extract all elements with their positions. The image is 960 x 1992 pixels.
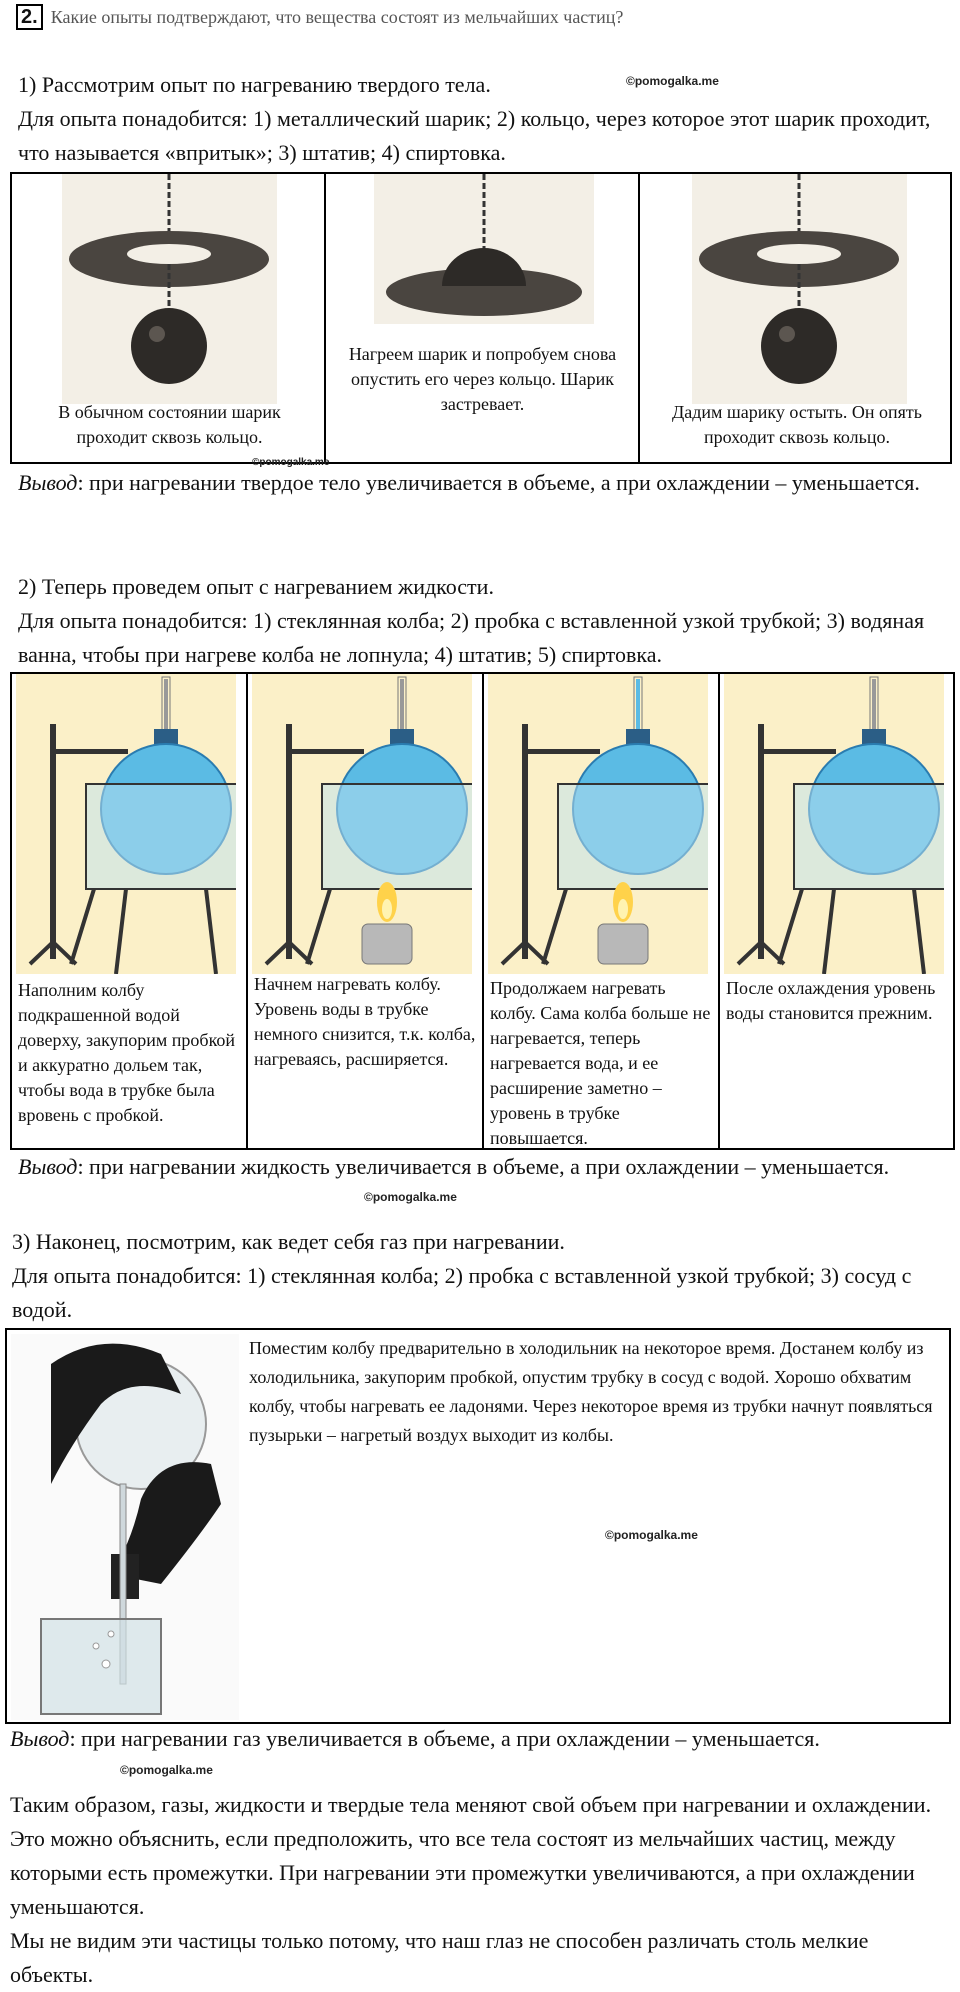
summary-text-2: Мы не видим эти частицы только потому, что наш глаз не способен различать столь мелкие объекты. [10,1928,869,1987]
watermark: ©pomogalka.me [252,457,330,468]
exp2-equipment: Для опыта понадобится: 1) стеклянная колба; 2) пробка с вставленной узкой трубкой; 3) водяная ванна, чтобы при нагреве колба не лопнула; 4) штатив; 5) спиртовка. [18,608,925,667]
conclusion-text: : при нагревании газ увеличивается в объеме, а при охлаждении – уменьшается. [69,1726,820,1751]
exp2-heading: 2) Теперь проведем опыт с нагреванием жидкости. [18,574,494,599]
flask-image-3 [488,674,708,974]
question-number: 2. [16,4,43,30]
watermark: ©pomogalka.me [364,1190,457,1204]
exp3-conclusion [10,1722,955,1756]
exp3-equipment: Для опыта понадобится: 1) стеклянная колба; 2) пробка с вставленной узкой трубкой; 3) сосуд с водой. [12,1263,912,1322]
exp2-caption-1: Наполним колбу подкрашенной водой доверху, закупорим пробкой и аккуратно дольем так, чтобы вода в трубке была вровень с пробкой. [18,980,236,1125]
exp2-conclusion [18,1150,948,1184]
watermark: ©pomogalka.me [626,74,719,88]
ball-ring-image-2 [374,174,594,324]
conclusion-label: Вывод [18,470,78,495]
ball-ring-image-1 [62,174,277,404]
question-header [16,4,946,32]
flask-image-1 [16,674,236,974]
flask-image-2 [252,674,472,974]
exp1-heading: 1) Рассмотрим опыт по нагреванию твердого тела. [18,72,491,97]
watermark: ©pomogalka.me [605,1528,698,1542]
exp1-equipment: Для опыта понадобится: 1) металлический шарик; 2) кольцо, через которое этот шарик проходит, что называется «впритык»; 3) штатив; 4) спиртовка. [18,106,931,165]
exp3-description: Поместим колбу предварительно в холодильник на некоторое время. Достанем колбу из холодильника, закупорим пробкой, опустим трубку в сосуд с водой. Хорошо обхватим колбу, чтобы нагревать ее ладонями. Через некоторое время из трубки начнут появляться пузырьки – нагретый воздух выходит из колбы. [249,1338,933,1445]
conclusion-text: : при нагревании жидкость увеличивается в объеме, а при охлаждении – уменьшается. [77,1154,890,1179]
conclusion-label: Вывод [10,1726,70,1751]
exp3-heading: 3) Наконец, посмотрим, как ведет себя газ при нагревании. [12,1229,565,1254]
conclusion-label: Вывод [18,1154,78,1179]
exp1-conclusion [18,466,948,500]
exp2-caption-2: Начнем нагревать колбу. Уровень воды в трубке немного снизится, т.к. колба, нагреваясь, расширяется. [254,974,476,1069]
watermark: ©pomogalka.me [120,1763,213,1777]
question-text: Какие опыты подтверждают, что вещества состоят из мельчайших частиц? [50,7,624,27]
conclusion-text: : при нагревании твердое тело увеличивается в объеме, а при охлаждении – уменьшается. [77,470,920,495]
exp1-caption-2: Нагреем шарик и попробуем снова опустить его через кольцо. Шарик застревает. [348,344,617,414]
exp1-panel [10,172,952,464]
exp2-panel [10,672,955,1150]
hands-flask-image [11,1334,239,1720]
exp1-caption-3: Дадим шарику остыть. Он опять проходит сквозь кольцо. [671,402,922,447]
flask-image-4 [724,674,944,974]
exp3-panel [5,1328,951,1724]
ball-ring-image-3 [692,174,907,404]
exp2-caption-3: Продолжаем нагревать колбу. Сама колба больше не нагревается, теперь нагревается вода, и ее расширение заметно – уровень в трубке повышается. [490,978,711,1148]
exp2-caption-4: После охлаждения уровень воды становится прежним. [726,978,936,1023]
exp1-caption-1: В обычном состоянии шарик проходит сквозь кольцо. [58,402,281,447]
summary-text: Таким образом, газы, жидкости и твердые тела меняют свой объем при нагревании и охлаждении. Это можно объяснить, если предположить, что все тела состоят из мельчайших частиц, между которыми есть промежутки. При нагревании эти промежутки увеличиваются, а при охлаждении уменьшаются. [10,1792,932,1919]
